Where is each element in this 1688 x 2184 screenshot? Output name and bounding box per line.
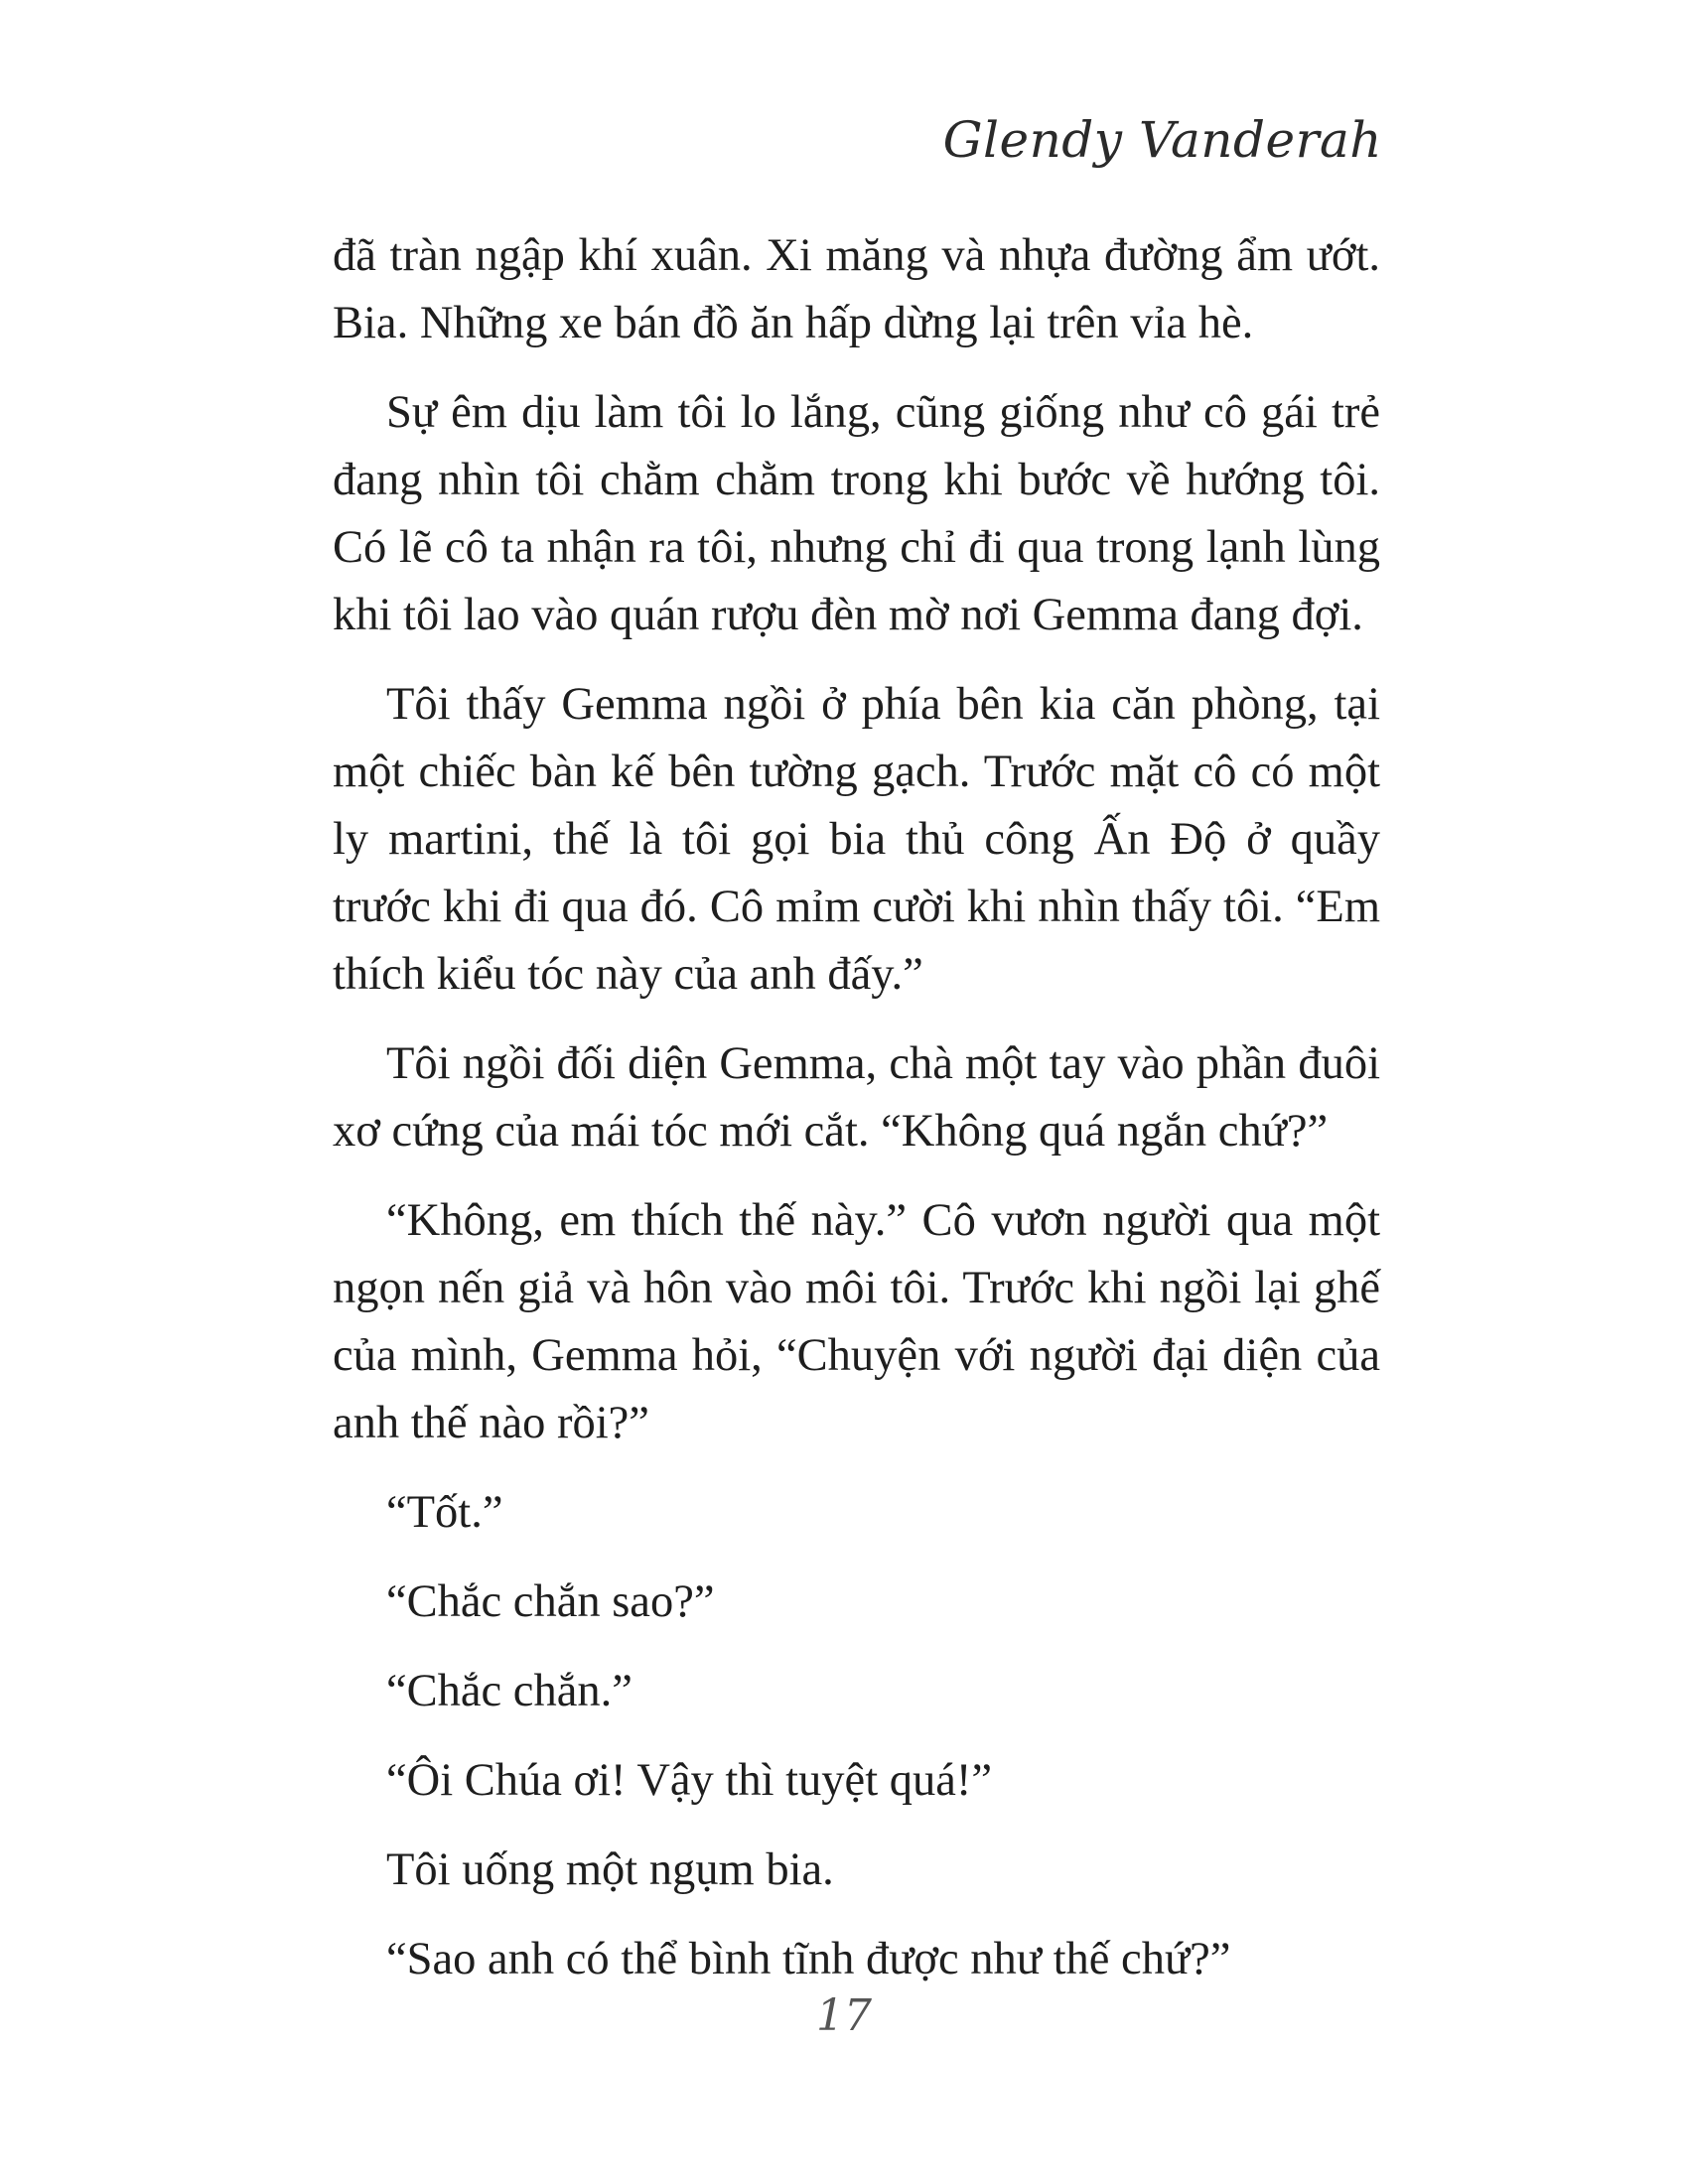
paragraph: Tôi uống một ngụm bia. [386, 1844, 834, 1895]
paragraph: “Tốt.” [386, 1487, 503, 1538]
paragraph: “Chắc chắn.” [386, 1666, 633, 1716]
paragraph: đã tràn ngập khí xuân. Xi măng và nhựa đường ẩm ướt. Bia. Những xe bán đồ ăn hấp dừng lại trên vỉa hè. [333, 230, 1380, 348]
running-header-author: Glendy Vanderah [942, 111, 1382, 169]
paragraph: Tôi ngồi đối diện Gemma, chà một tay vào phần đuôi xơ cứng của mái tóc mới cắt. “Không quá ngắn chứ?” [333, 1038, 1380, 1157]
paragraph: Tôi thấy Gemma ngồi ở phía bên kia căn phòng, tại một chiếc bàn kế bên tường gạch. Trước mặt cô có một ly martini, thế là tôi gọi bia thủ công Ấn Độ ở quầy trước khi đi qua đó. Cô mỉm cười khi nhìn thấy tôi. “Em thích kiểu tóc này của anh đấy.” [333, 679, 1380, 1000]
paragraph: “Không, em thích thế này.” Cô vươn người qua một ngọn nến giả và hôn vào môi tôi. Trước khi ngồi lại ghế của mình, Gemma hỏi, “Chuyện với người đại diện của anh thế nào rồi?” [333, 1195, 1380, 1448]
paragraph: “Sao anh có thể bình tĩnh được như thế chứ?” [386, 1934, 1231, 1984]
body-text [333, 222, 1380, 2015]
page-number: 17 [816, 1990, 872, 2041]
paragraph: “Ôi Chúa ơi! Vậy thì tuyệt quá!” [386, 1755, 992, 1806]
paragraph: Sự êm dịu làm tôi lo lắng, cũng giống như cô gái trẻ đang nhìn tôi chằm chằm trong khi bước về hướng tôi. Có lẽ cô ta nhận ra tôi, nhưng chỉ đi qua trong lạnh lùng khi tôi lao vào quán rượu đèn mờ nơi Gemma đang đợi. [333, 387, 1380, 640]
paragraph: “Chắc chắn sao?” [386, 1576, 715, 1627]
